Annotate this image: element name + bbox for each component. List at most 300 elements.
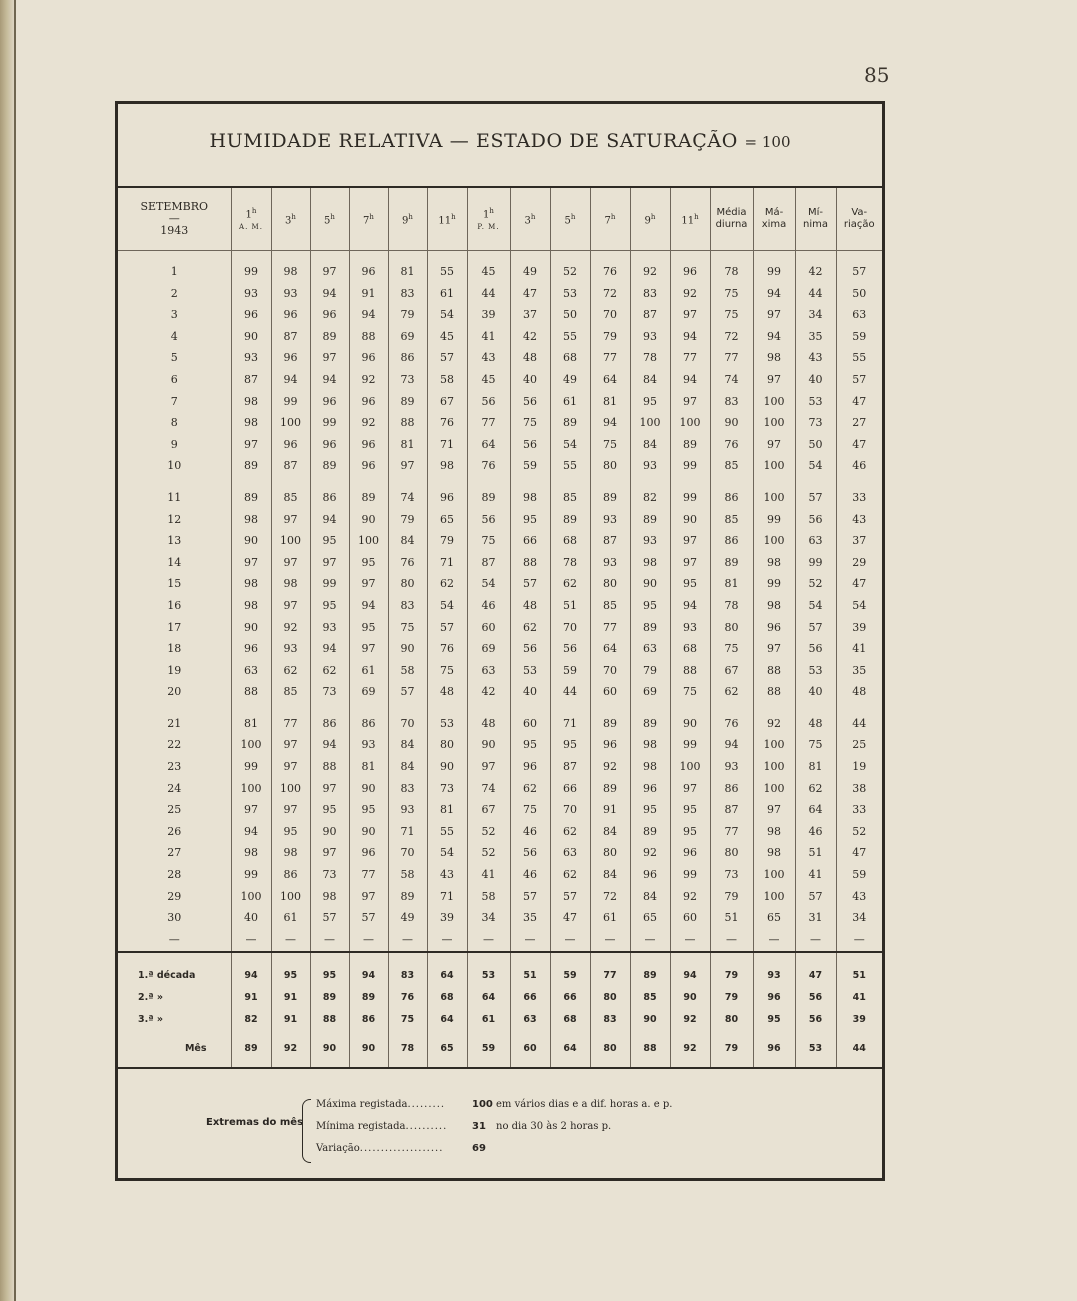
day-cell: 5 xyxy=(170,351,178,365)
value-cell: 35 xyxy=(795,326,836,348)
month-value: 90 xyxy=(310,1031,349,1068)
day-cell: 26 xyxy=(167,824,182,838)
value-cell: 74 xyxy=(467,778,510,800)
table-row xyxy=(118,799,882,821)
value-cell: 71 xyxy=(427,434,467,456)
value-cell: 71 xyxy=(550,713,590,735)
value-cell: 77 xyxy=(590,347,630,369)
value-cell: 71 xyxy=(427,886,467,908)
hour-header-value: 1 xyxy=(483,209,490,221)
extreme-dots: ......... xyxy=(407,1099,446,1110)
value-cell: 53 xyxy=(550,283,590,305)
value-cell: 95 xyxy=(510,509,550,531)
decade-label: 2.ª » xyxy=(138,991,164,1003)
value-cell: 37 xyxy=(836,530,882,552)
value-cell: 56 xyxy=(467,391,510,413)
value-cell: 54 xyxy=(836,595,882,617)
value-cell: 97 xyxy=(310,261,349,283)
table-row xyxy=(118,734,882,756)
value-cell: 94 xyxy=(310,509,349,531)
spacer-cell xyxy=(388,251,427,262)
value-cell: 73 xyxy=(310,864,349,886)
value-cell: 53 xyxy=(510,660,550,682)
value-cell: 99 xyxy=(310,573,349,595)
value-cell: 83 xyxy=(630,283,670,305)
value-cell: 67 xyxy=(427,391,467,413)
value-cell: 85 xyxy=(550,487,590,509)
value-cell: 52 xyxy=(795,573,836,595)
value-cell: 97 xyxy=(388,455,427,477)
hour-header-value: 11 xyxy=(681,215,695,227)
day-cell: 14 xyxy=(167,555,182,569)
value-cell: 100 xyxy=(271,886,310,908)
value-cell: 62 xyxy=(550,864,590,886)
value-cell: 98 xyxy=(231,391,271,413)
value-cell: 100 xyxy=(753,864,795,886)
table-row xyxy=(118,660,882,682)
decade-value: 61 xyxy=(467,1009,510,1031)
value-cell: 50 xyxy=(836,283,882,305)
day-cell: 9 xyxy=(170,437,178,451)
value-cell: 78 xyxy=(710,595,753,617)
decade-value: 94 xyxy=(349,952,388,987)
value-cell: 95 xyxy=(349,617,388,639)
value-cell: 70 xyxy=(590,660,630,682)
value-cell: 84 xyxy=(388,756,427,778)
value-cell: 40 xyxy=(510,369,550,391)
value-cell: 61 xyxy=(271,907,310,929)
value-cell: 34 xyxy=(836,907,882,929)
value-cell: 78 xyxy=(710,261,753,283)
value-cell: 84 xyxy=(630,369,670,391)
value-cell: 94 xyxy=(271,369,310,391)
value-cell: 80 xyxy=(590,455,630,477)
table-row xyxy=(118,552,882,574)
value-cell: 93 xyxy=(310,617,349,639)
value-cell: 76 xyxy=(388,552,427,574)
value-cell: 61 xyxy=(550,391,590,413)
value-cell: 93 xyxy=(630,326,670,348)
value-cell: 100 xyxy=(753,412,795,434)
value-cell: 100 xyxy=(753,886,795,908)
value-cell: 29 xyxy=(836,552,882,574)
value-cell: 96 xyxy=(310,434,349,456)
value-cell: 80 xyxy=(388,573,427,595)
month-value: 96 xyxy=(753,1031,795,1068)
decade-label: 3.ª » xyxy=(138,1013,164,1025)
value-cell: 75 xyxy=(710,304,753,326)
value-cell: 93 xyxy=(271,283,310,305)
hour-header-value: 5 xyxy=(324,215,331,227)
decade-value: 94 xyxy=(670,952,710,987)
value-cell: 50 xyxy=(795,434,836,456)
value-cell: 76 xyxy=(710,434,753,456)
spacer-cell xyxy=(231,703,271,713)
value-cell: 96 xyxy=(590,734,630,756)
decade-value: 68 xyxy=(550,1009,590,1031)
value-cell: 94 xyxy=(710,734,753,756)
header-row xyxy=(118,188,882,251)
decade-value: 75 xyxy=(388,1009,427,1031)
stat-header-line2: riação xyxy=(843,219,875,230)
value-cell: 75 xyxy=(795,734,836,756)
decade-value: 63 xyxy=(510,1009,550,1031)
value-cell: 96 xyxy=(349,455,388,477)
value-cell: 46 xyxy=(836,455,882,477)
spacer-cell xyxy=(349,703,388,713)
value-cell: 94 xyxy=(670,595,710,617)
decade-value: 95 xyxy=(310,952,349,987)
value-cell: 95 xyxy=(550,734,590,756)
table-row xyxy=(118,530,882,552)
value-cell: 96 xyxy=(349,434,388,456)
extreme-note: no dia 30 às 2 horas p. xyxy=(496,1121,612,1132)
value-cell: 57 xyxy=(427,347,467,369)
table-row xyxy=(118,842,882,864)
hour-header xyxy=(349,188,388,251)
month-value: 65 xyxy=(427,1031,467,1068)
value-cell: 93 xyxy=(349,734,388,756)
value-cell: 63 xyxy=(550,842,590,864)
value-cell: 93 xyxy=(388,799,427,821)
extreme-row xyxy=(316,1121,447,1132)
table-row xyxy=(118,455,882,477)
value-cell: 58 xyxy=(388,660,427,682)
value-cell: 40 xyxy=(795,681,836,703)
value-cell: 93 xyxy=(231,347,271,369)
extreme-value: 69 xyxy=(472,1143,486,1154)
value-cell: 92 xyxy=(670,283,710,305)
value-cell: 78 xyxy=(550,552,590,574)
value-cell: 86 xyxy=(710,530,753,552)
value-cell: 88 xyxy=(310,756,349,778)
value-cell: 90 xyxy=(231,617,271,639)
decade-row xyxy=(118,1009,882,1031)
value-cell: 99 xyxy=(753,509,795,531)
value-cell: 35 xyxy=(836,660,882,682)
hour-header-period: P. M. xyxy=(477,223,500,232)
value-cell: 88 xyxy=(388,412,427,434)
month-value: 79 xyxy=(710,1031,753,1068)
spacer-cell xyxy=(118,477,231,487)
hour-header-suffix: h xyxy=(650,212,656,221)
spacer-cell xyxy=(590,703,630,713)
value-cell: 96 xyxy=(630,778,670,800)
decade-label: 1.ª década xyxy=(138,969,196,981)
table-row xyxy=(118,907,882,929)
value-cell: 51 xyxy=(795,842,836,864)
decade-value: 79 xyxy=(710,952,753,987)
value-cell: 96 xyxy=(510,756,550,778)
value-cell: 87 xyxy=(271,326,310,348)
value-cell: 97 xyxy=(753,434,795,456)
value-cell: 61 xyxy=(590,907,630,929)
spacer-cell xyxy=(836,251,882,262)
value-cell: 86 xyxy=(310,487,349,509)
value-cell: 45 xyxy=(467,261,510,283)
decade-value: 83 xyxy=(590,1009,630,1031)
spacer-cell xyxy=(310,477,349,487)
day-cell: 3 xyxy=(170,308,178,322)
value-cell: 99 xyxy=(670,864,710,886)
value-cell: 100 xyxy=(231,778,271,800)
dash-cell: — xyxy=(590,929,630,952)
decade-value: 80 xyxy=(590,987,630,1009)
value-cell: 94 xyxy=(753,283,795,305)
value-cell: 99 xyxy=(231,864,271,886)
month-value: 89 xyxy=(231,1031,271,1068)
value-cell: 100 xyxy=(271,530,310,552)
value-cell: 73 xyxy=(795,412,836,434)
day-cell: 8 xyxy=(170,416,178,430)
value-cell: 86 xyxy=(710,778,753,800)
value-cell: 54 xyxy=(467,573,510,595)
value-cell: 72 xyxy=(710,326,753,348)
extremes-section xyxy=(118,1079,882,1179)
dash-cell: — xyxy=(388,929,427,952)
table-row xyxy=(118,617,882,639)
value-cell: 95 xyxy=(349,799,388,821)
table-row xyxy=(118,347,882,369)
value-cell: 78 xyxy=(630,347,670,369)
value-cell: 34 xyxy=(467,907,510,929)
value-cell: 76 xyxy=(710,713,753,735)
value-cell: 54 xyxy=(795,455,836,477)
value-cell: 95 xyxy=(310,799,349,821)
spacer-row xyxy=(118,703,882,713)
value-cell: 94 xyxy=(310,369,349,391)
value-cell: 40 xyxy=(231,907,271,929)
spacer-row xyxy=(118,477,882,487)
spine-edge xyxy=(14,0,16,1301)
month-value: 92 xyxy=(271,1031,310,1068)
month-value: 92 xyxy=(670,1031,710,1068)
hour-header-value: 5 xyxy=(564,215,571,227)
value-cell: 90 xyxy=(231,530,271,552)
value-cell: 93 xyxy=(271,638,310,660)
value-cell: 89 xyxy=(388,886,427,908)
value-cell: 52 xyxy=(467,842,510,864)
value-cell: 42 xyxy=(510,326,550,348)
value-cell: 99 xyxy=(670,734,710,756)
value-cell: 90 xyxy=(349,821,388,843)
value-cell: 94 xyxy=(349,595,388,617)
value-cell: 77 xyxy=(710,821,753,843)
day-cell: 22 xyxy=(167,738,182,752)
value-cell: 41 xyxy=(795,864,836,886)
spacer-cell xyxy=(550,703,590,713)
value-cell: 27 xyxy=(836,412,882,434)
value-cell: 47 xyxy=(836,842,882,864)
value-cell: 48 xyxy=(836,681,882,703)
decade-value: 79 xyxy=(710,987,753,1009)
value-cell: 48 xyxy=(795,713,836,735)
day-cell: 7 xyxy=(170,394,178,408)
value-cell: 68 xyxy=(670,638,710,660)
hour-header xyxy=(550,188,590,251)
value-cell: 48 xyxy=(510,595,550,617)
value-cell: 42 xyxy=(467,681,510,703)
value-cell: 19 xyxy=(836,756,882,778)
value-cell: 48 xyxy=(467,713,510,735)
value-cell: 90 xyxy=(349,778,388,800)
spacer-cell xyxy=(349,251,388,262)
value-cell: 90 xyxy=(670,713,710,735)
title-area xyxy=(118,104,882,188)
value-cell: 76 xyxy=(427,638,467,660)
hour-header-suffix: h xyxy=(694,212,699,221)
value-cell: 83 xyxy=(388,595,427,617)
value-cell: 98 xyxy=(427,455,467,477)
value-cell: 88 xyxy=(231,681,271,703)
hour-header-value: 9 xyxy=(644,215,651,227)
value-cell: 93 xyxy=(630,530,670,552)
value-cell: 57 xyxy=(510,573,550,595)
value-cell: 97 xyxy=(231,434,271,456)
value-cell: 62 xyxy=(310,660,349,682)
brace-icon xyxy=(302,1099,311,1163)
value-cell: 89 xyxy=(467,487,510,509)
value-cell: 80 xyxy=(710,842,753,864)
hour-header-suffix: h xyxy=(330,212,335,221)
decade-value: 56 xyxy=(795,1009,836,1031)
value-cell: 98 xyxy=(231,573,271,595)
value-cell: 100 xyxy=(231,734,271,756)
decade-value: 64 xyxy=(427,1009,467,1031)
value-cell: 63 xyxy=(795,530,836,552)
value-cell: 98 xyxy=(310,886,349,908)
dash-cell: — xyxy=(630,929,670,952)
table-row xyxy=(118,886,882,908)
table-row xyxy=(118,778,882,800)
dash-cell: — xyxy=(836,929,882,952)
value-cell: 31 xyxy=(795,907,836,929)
value-cell: 75 xyxy=(427,660,467,682)
value-cell: 97 xyxy=(753,799,795,821)
value-cell: 89 xyxy=(590,778,630,800)
value-cell: 84 xyxy=(388,734,427,756)
value-cell: 95 xyxy=(630,391,670,413)
value-cell: 95 xyxy=(310,595,349,617)
stat-header-line2: diurna xyxy=(715,219,748,230)
value-cell: 87 xyxy=(550,756,590,778)
spacer-cell xyxy=(753,477,795,487)
value-cell: 98 xyxy=(753,821,795,843)
hour-header xyxy=(388,188,427,251)
value-cell: 70 xyxy=(550,617,590,639)
value-cell: 86 xyxy=(271,864,310,886)
value-cell: 69 xyxy=(467,638,510,660)
decade-value: 88 xyxy=(310,1009,349,1031)
day-cell: 27 xyxy=(167,846,182,860)
value-cell: 46 xyxy=(467,595,510,617)
value-cell: 97 xyxy=(670,304,710,326)
year-label: 1943 xyxy=(160,224,189,237)
value-cell: 96 xyxy=(310,304,349,326)
value-cell: 92 xyxy=(349,369,388,391)
day-cell: 30 xyxy=(167,911,182,925)
value-cell: 86 xyxy=(388,347,427,369)
extreme-name: Variação xyxy=(316,1143,360,1154)
value-cell: 96 xyxy=(231,638,271,660)
value-cell: 97 xyxy=(271,756,310,778)
value-cell: 100 xyxy=(753,530,795,552)
stat-header-line1: Má- xyxy=(764,207,784,218)
value-cell: 55 xyxy=(836,347,882,369)
value-cell: 62 xyxy=(550,573,590,595)
month-value: 64 xyxy=(550,1031,590,1068)
value-cell: 93 xyxy=(590,509,630,531)
value-cell: 43 xyxy=(795,347,836,369)
value-cell: 70 xyxy=(550,799,590,821)
spacer-cell xyxy=(271,251,310,262)
value-cell: 89 xyxy=(630,713,670,735)
value-cell: 76 xyxy=(427,412,467,434)
value-cell: 98 xyxy=(271,573,310,595)
value-cell: 80 xyxy=(710,617,753,639)
spacer-cell xyxy=(467,477,510,487)
value-cell: 85 xyxy=(590,595,630,617)
value-cell: 89 xyxy=(550,509,590,531)
value-cell: 93 xyxy=(630,455,670,477)
value-cell: 87 xyxy=(467,552,510,574)
spacer-cell xyxy=(118,251,231,262)
value-cell: 71 xyxy=(388,821,427,843)
value-cell: 75 xyxy=(467,530,510,552)
value-cell: 98 xyxy=(231,595,271,617)
hour-header xyxy=(427,188,467,251)
spacer-cell xyxy=(467,703,510,713)
value-cell: 98 xyxy=(753,842,795,864)
decade-value: 51 xyxy=(510,952,550,987)
value-cell: 90 xyxy=(630,573,670,595)
value-cell: 98 xyxy=(630,552,670,574)
value-cell: 64 xyxy=(590,369,630,391)
day-cell: 17 xyxy=(167,620,182,634)
dash-cell: — xyxy=(118,929,231,952)
day-cell: 23 xyxy=(167,760,182,774)
dash-cell: — xyxy=(795,929,836,952)
spacer-cell xyxy=(795,251,836,262)
value-cell: 88 xyxy=(349,326,388,348)
value-cell: 56 xyxy=(550,638,590,660)
spacer-cell xyxy=(550,251,590,262)
value-cell: 65 xyxy=(753,907,795,929)
dash-cell: — xyxy=(310,929,349,952)
value-cell: 57 xyxy=(388,681,427,703)
value-cell: 98 xyxy=(271,261,310,283)
value-cell: 99 xyxy=(231,261,271,283)
value-cell: 59 xyxy=(510,455,550,477)
value-cell: 84 xyxy=(630,434,670,456)
value-cell: 85 xyxy=(710,455,753,477)
value-cell: 77 xyxy=(670,347,710,369)
spacer-cell xyxy=(427,251,467,262)
value-cell: 90 xyxy=(670,509,710,531)
value-cell: 97 xyxy=(670,778,710,800)
value-cell: 43 xyxy=(836,509,882,531)
spacer-cell xyxy=(310,251,349,262)
hour-header-suffix: h xyxy=(610,212,616,221)
value-cell: 55 xyxy=(550,455,590,477)
table-row xyxy=(118,864,882,886)
spacer-cell xyxy=(836,703,882,713)
decade-row xyxy=(118,987,882,1009)
value-cell: 48 xyxy=(427,681,467,703)
value-cell: 97 xyxy=(349,886,388,908)
value-cell: 97 xyxy=(271,799,310,821)
value-cell: 88 xyxy=(753,660,795,682)
